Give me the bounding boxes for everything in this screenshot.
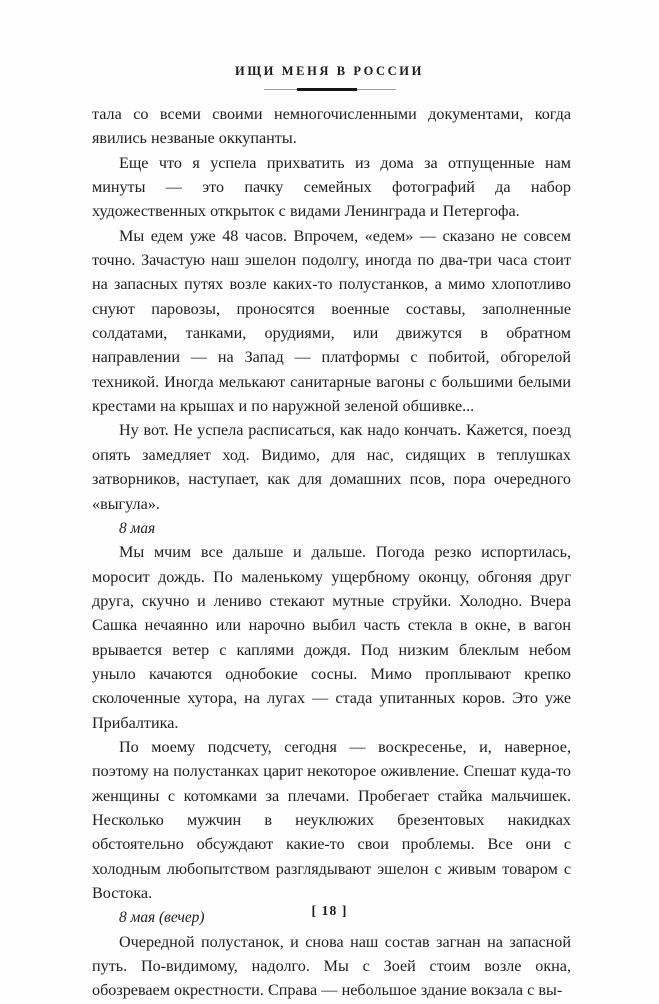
body-paragraph: По моему подсчету, сегодня — воскресенье, и, наверное, поэтому на полустанках царит некоторое оживление. Спешат куда-то женщины с котомками за плечами. Пробегает стайка мальчишек. Несколько мужчин в неуклюжих брезентовых накидках обстоятельно обсуждают какие-то свои проблемы. Все они с холодным любопытством разглядывают эшелон с живым товаром с Востока.	[92, 738, 571, 902]
body-paragraph: Ну вот. Не успела расписаться, как надо кончать. Кажется, поезд опять замедляет ход. Видимо, для нас, сидящих в теплушках затворников, наступает, как для домашних псов, пора очередного «выгула».	[92, 422, 571, 513]
body-paragraph: Мы едем уже 48 часов. Впрочем, «едем» — сказано не совсем точно. Зачастую наш эшелон подолгу, иногда по два-три часа стоит на запасных путях возле каких-то полустанков, а мимо хлопотливо снуют паровозы, проносятся военные составы, заполненные солдатами, танками, орудиями, или движутся в обратном направлении — на Запад — платформы с побитой, обгорелой техникой. Иногда мелькают санитарные вагоны с большими белыми крестами на крышах и по наружной зеленой обшивке...	[92, 227, 571, 416]
divider-center-bar	[297, 88, 357, 91]
page-number: [ 18 ]	[311, 903, 348, 918]
body-paragraph: тала со всеми своими немногочисленными документами, когда явились незваные оккупанты.	[92, 106, 571, 148]
header-divider-ornament	[264, 87, 396, 92]
body-paragraph: Мы мчим все дальше и дальше. Погода резко испортилась, моросит дождь. По маленькому ущербному оконцу, обгоняя друг друга, скучно и лениво стекают мутные струйки. Холодно. Вчера Сашка нечаянно или нарочно выбил часть стекла в окне, в вагон врывается ветер с каплями дождя. Под низким блеклым небом уныло качаются однобокие сосны. Мимо проплывают крепко сколоченные хутора, на лугах — стада упитанных коров. Это уже Прибалтика.	[92, 544, 571, 732]
running-head	[0, 62, 659, 80]
body-paragraph: Очередной полустанок, и снова наш состав загнан на запасной путь. По-видимому, надолго. Мы с Зоей стоим возле окна, обозреваем окрестности. Справа — небольшое здание вокзала с вы-	[92, 933, 571, 1000]
body-text-block	[92, 103, 571, 1004]
running-head-title: ИЩИ МЕНЯ В РОССИИ	[235, 64, 424, 78]
date-heading: 8 мая (вечер)	[119, 909, 205, 927]
body-paragraph: Еще что я успела прихватить из дома за отпущенные нам минуты — это пачку семейных фотографий да набор художественных открыток с видами Ленинграда и Петергофа.	[92, 154, 571, 221]
date-heading: 8 мая	[119, 519, 156, 537]
